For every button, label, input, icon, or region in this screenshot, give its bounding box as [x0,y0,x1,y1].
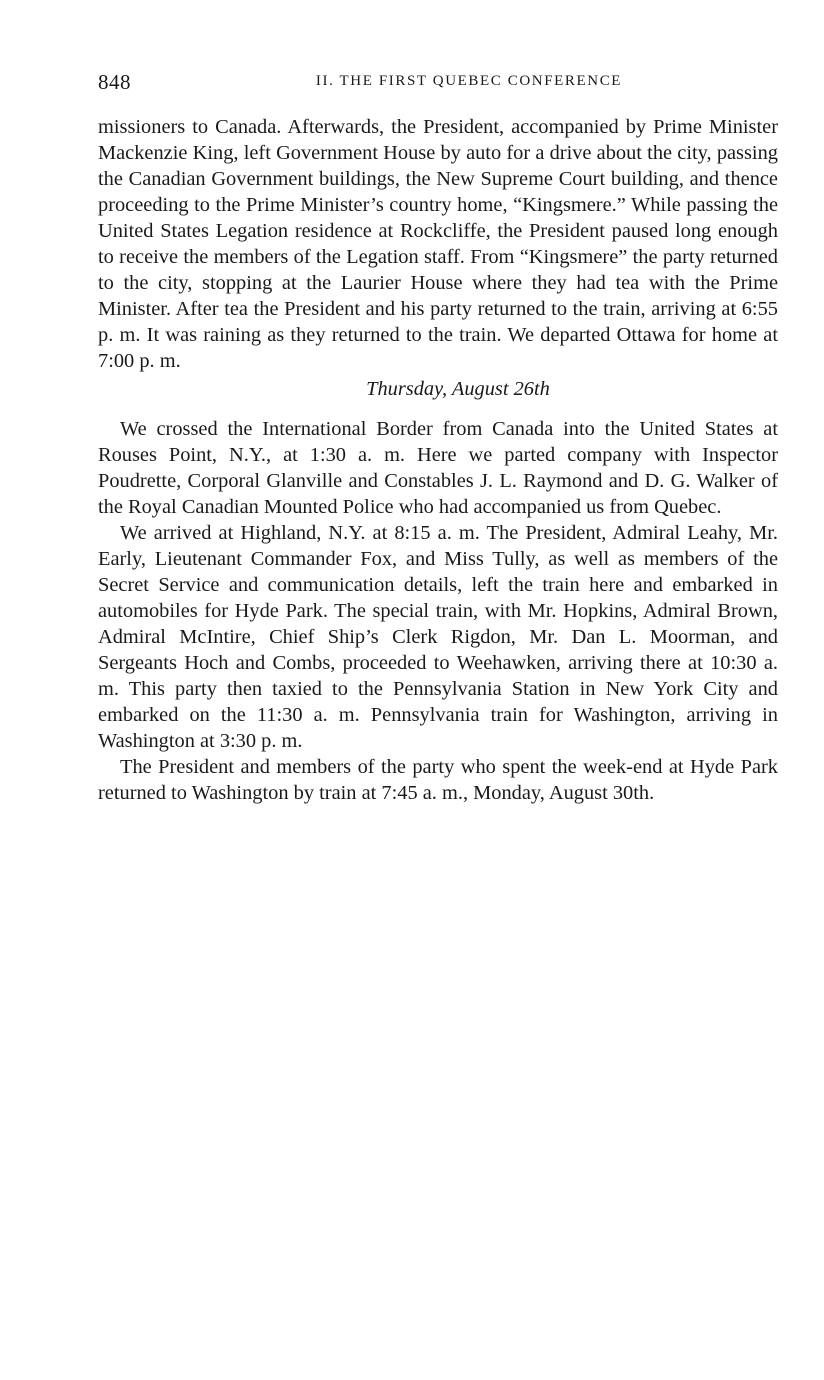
running-head-title: II. THE FIRST QUEBEC CONFERENCE [315,73,623,89]
paragraph-highland-arrival: We arrived at Highland, N.Y. at 8:15 a. m. The President, Admiral Leahy, Mr. Early, Lieutenant Commander Fox, and Miss Tully, as well as members of the Secret Service and communication details, left the train here and embarked in automobiles for Hyde Park. The special train, with Mr. Hopkins, Admiral Brown, Admiral McIntire, Chief Ship’s Clerk Rigdon, Mr. Dan L. Moorman, and Sergeants Hoch and Combs, proceeded to Weehawken, arriving there at 10:30 a. m. This party then taxied to the Pennsylvania Station in New York City and embarked on the 11:30 a. m. Pennsylvania train for Washington, arriving in Washington at 3:30 p. m. [98,522,778,752]
paragraph-return-washington: The President and members of the party who spent the week-end at Hyde Park returned to Washington by train at 7:45 a. m., Monday, August 30th. [98,756,778,804]
paragraph-border-crossing: We crossed the International Border from Canada into the United States at Rouses Point, N.Y., at 1:30 a. m. Here we parted company with Inspector Poudrette, Corporal Glanville and Constables J. L. Raymond and D. G. Walker of the Royal Canadian Mounted Police who had accompanied us from Quebec. [98,418,778,518]
body-text [98,114,778,806]
dateline-heading: Thursday, August 26th [366,378,550,400]
running-head [98,70,778,96]
paragraph-continued: missioners to Canada. Afterwards, the President, accompanied by Prime Minister Mackenzie King, left Government House by auto for a drive about the city, passing the Canadian Government buildings, the New Supreme Court building, and thence proceeding to the Prime Minister’s country home, “Kingsmere.” While passing the United States Legation residence at Rockcliffe, the President paused long enough to receive the members of the Legation staff. From “Kingsmere” the party returned to the city, stopping at the Laurier House where they had tea with the Prime Minister. After tea the President and his party returned to the train, arriving at 6:55 p. m. It was raining as they returned to the train. We departed Ottawa for home at 7:00 p. m. [98,116,778,372]
page-number: 848 [98,70,131,94]
